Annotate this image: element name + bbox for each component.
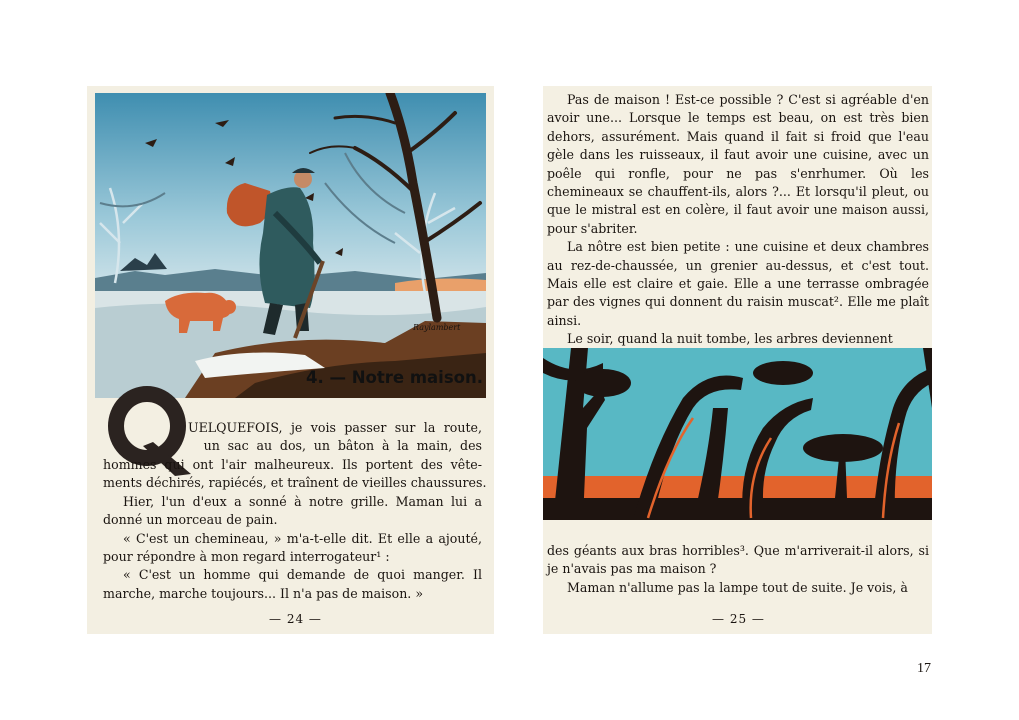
- paragraph: Hier, l'un d'eux a sonné à notre grille. Maman lui a donné un morceau de pain.: [103, 493, 482, 528]
- left-book-page: [87, 86, 494, 634]
- paragraph: La nôtre est bien petite : une cuisine et deux chambres au rez-de-chaussée, un grenier au-dessus, et c'est tout. Mais elle est claire et gaie. Elle a une terrasse ombragée par des vignes qui donnent du raisin muscat². Elle me plaît ainsi.: [547, 239, 929, 328]
- chapter-title: 4. — Notre maison.: [306, 368, 483, 387]
- text-line: un sac au dos, un bâton à la main, des: [188, 438, 482, 454]
- night-trees-illustration: [543, 348, 932, 520]
- right-book-page: [543, 86, 932, 634]
- paragraph: « C'est un homme qui demande de quoi manger. Il marche, marche toujours... Il n'a pas de maison. »: [103, 567, 482, 601]
- svg-text:Q: Q: [105, 382, 106, 383]
- artist-signature: Raylambert: [413, 323, 461, 332]
- chapter-text-opening: [188, 419, 482, 456]
- right-text-top: [547, 91, 929, 349]
- paragraph: Maman n'allume pas la lampe tout de suite. Je vois, à: [567, 579, 908, 595]
- paragraph: des géants aux bras horribles³. Que m'arriverait-il alors, si je n'avais pas ma maison ?: [547, 543, 929, 577]
- text-line: UELQUEFOIS, je vois passer sur la route,: [188, 420, 482, 435]
- right-text-bottom: [547, 542, 929, 597]
- paragraph: « C'est un chemineau, » m'a-t-elle dit. Et elle a ajouté, pour répondre à mon regard interrogateur¹ :: [103, 530, 482, 565]
- text-line: ments déchirés, rapiécés, et traînent de vieilles chaussures.: [103, 475, 487, 491]
- paragraph: Le soir, quand la nuit tombe, les arbres deviennent: [567, 331, 893, 347]
- document-page-number: 17: [917, 661, 931, 676]
- right-page-number: — 25 —: [712, 612, 765, 626]
- chapter-text-body: [103, 456, 487, 603]
- paragraph: Pas de maison ! Est-ce possible ? C'est si agréable d'en avoir une... Lorsque le temps est beau, on est très bien dehors, assurément. Mais quand il fait si froid que l'eau gèle dans les ruisseaux, il faut avoir une cuisine, avec un poêle qui ronfle, pour ne pas s'enrhumer. Où les chemineaux se chauffent-ils, alors ?... Et lorsqu'il pleut, ou que le mistral est en colère, il faut avoir une maison aussi, pour s'abriter.: [547, 92, 929, 236]
- left-page-number: — 24 —: [269, 612, 322, 626]
- text-line: hommes qui ont l'air malheureux. Ils portent des vête-: [103, 457, 482, 472]
- winter-vagabond-illustration: [95, 93, 486, 398]
